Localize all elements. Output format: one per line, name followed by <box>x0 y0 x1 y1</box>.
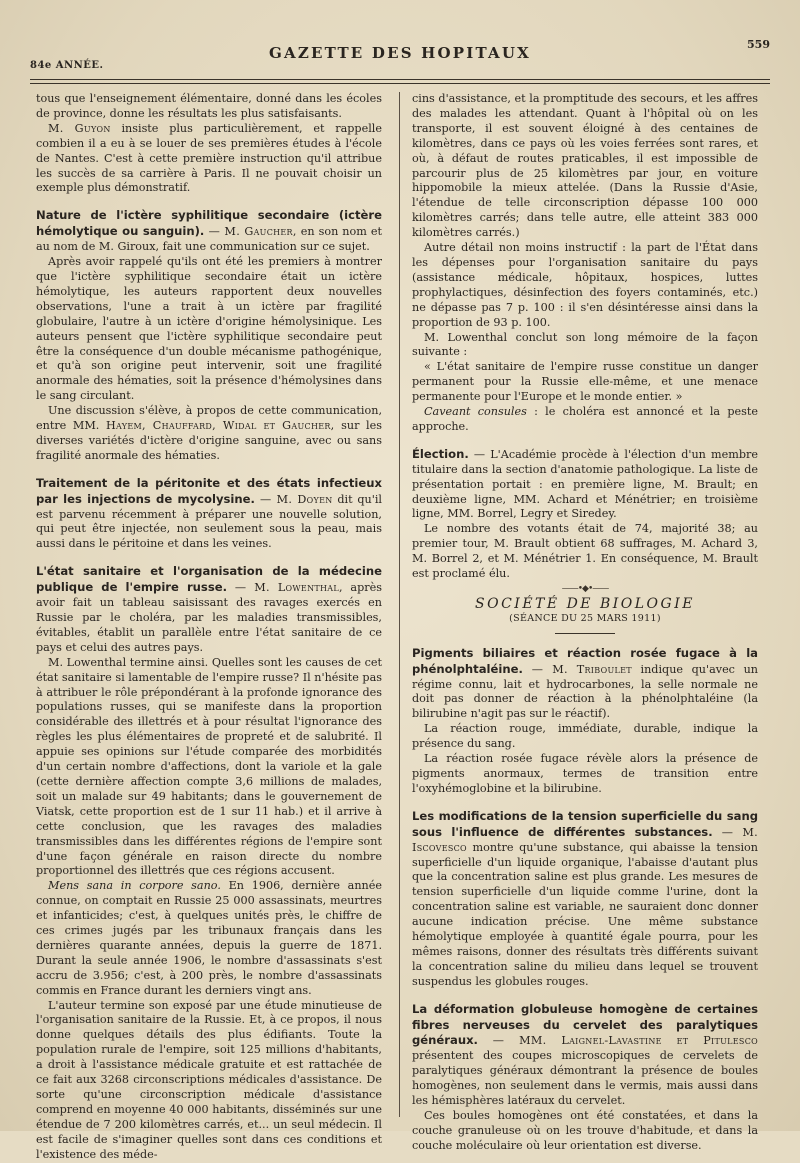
paragraph: Mens sana in corpore sano. En 1906, dernière année connue, on comptait en Russie 25 000 assassinats, meurtres et infanticides; c'est, à quelques unités près, le chiffre de ces crimes jugés par les tribunaux français dans les dernières quarante années, depuis la guerre de 1871. Durant la seule année 1906, le nombre d'assassinats s'est accru de 3.956; c'est, à 200 près, le nombre d'assassinats commis en France durant les derniers vingt ans. <box>36 879 383 997</box>
paragraph: M. Guyon insiste plus particulièrement, et rappelle combien il a eu à se louer de ses premières études à l'école de Nantes. C'est à cette première instruction qu'il attribue les succès de sa carrière à Paris. Il ne pouvait choisir un exemple plus démonstratif. <box>36 121 382 195</box>
article-heading: Nature de l'ictère syphilitique secondaire (ictère hémolytique ou sanguin). <box>36 208 382 239</box>
author-name: — M. Triboulet <box>522 662 632 676</box>
right-column <box>412 92 758 1154</box>
paragraph: M. Lowenthal termine ainsi. Quelles sont les causes de cet état sanitaire si lamentable de l'empire russe? Il n'hésite pas à attribuer le rôle prépondérant à la profonde ignorance des populations russes, qui se manifeste dans la proportion considérable des illettrés et à pour résultat l'ignorance des règles les plus élémentaires de propreté et de salubrité. Il appuie ses opinions sur l'étude comparée des morbidités d'un certain nombre d'affections, dont la variole et la gale (cette dernière affection compte 3,6 millions de malades, soit un malade sur 49 habitants; dans le gouvernement de Viatsk, cette proportion est de 1 sur 11 hab.) et il arrive à cette conclusion, que les ravages des maladies transmissibles dans les différentes régions de l'empire sont d'une façon générale en raison directe du nombre proportionnel des illettrés que ces régions accusent. <box>36 655 382 878</box>
paragraph: Ces boules homogènes ont été constatées, et dans la couche granuleuse où on les trouve d'habitude, et dans la couche moléculaire où leur orientation est diverse. <box>412 1109 758 1152</box>
paragraph: Le nombre des votants était de 74, majorité 38; au premier tour, M. Brault obtient 68 suffrages, M. Achard 3, M. Borrel 2, et M. Ménétrier 1. En conséquence, M. Brault est proclamé élu. <box>412 522 758 581</box>
article-pigments: Pigments biliaires et réaction rosée fugace à la phénolphtaléine. — M. Triboulet indique qu'avec un régime connu, lait et hydrocarbones, la selle normale ne doit pas donner de réaction à la phénolphtaléine (la bilirubine n'agit pas sur le réactif). <box>412 645 758 721</box>
header-rule-thin <box>30 83 770 84</box>
article-heading: Pigments biliaires et réaction rosée fugace à la phénolphtaléine. <box>412 645 758 676</box>
article-heading: Les modifications de la tension superficielle du sang sous l'influence de différentes substances. <box>412 808 758 839</box>
paragraph: Une discussion s'élève, à propos de cette communication, entre MM. Hayem, Chauffard, Widal et Gaucher, sur les diverses variétés d'ictère d'origine sanguine, avec ou sans fragilité anormale des hématies. <box>36 404 382 462</box>
header-rule <box>30 79 770 80</box>
author-name: — M. Lowenthal, <box>227 581 343 595</box>
article-deformation: La déformation globuleuse homogène de certaines fibres nerveuses du cervelet des paralytiques généraux. — MM. Laignel-Lavastine et Pitulesco présentent des coupes microscopiques de cervelets de paralytiques généraux démontrant la présence de boules homogènes, non seulement dans le vermis, mais aussi dans les hémisphères latéraux du cervelet. <box>412 1001 758 1108</box>
paragraph: M. Lowenthal conclut son long mémoire de la façon suivante : <box>412 330 758 359</box>
latin-quote: Mens sana in corpore sano. <box>48 879 221 893</box>
article-tension: Les modifications de la tension superficielle du sang sous l'influence de différentes substances. — M. Iscovesco montre qu'une substance, qui abaisse la tension superficielle d'un liquide organique, l'abaisse d'autant plus que la concentration saline est plus grande. Les mesures de tension superficielle d'un liquide comme l'urine, dont la concentration saline est variable, ne sauraient donc donner aucune indication précise. Une même substance hémolytique employée à quantité égale pourra, pour les mêmes raisons, donner des résultats très différents suivant la concentration saline du milieu dans lequel se trouvent suspendus les globules rouges. <box>412 808 758 988</box>
section-ornament: ——•◆•—— <box>561 584 609 594</box>
short-rule <box>555 633 615 634</box>
session-date: (SÉANCE DU 25 MARS 1911) <box>509 612 661 624</box>
article-peritonite: Traitement de la péritonite et des états infectieux par les injections de mycolysine. — M. Doyen dit qu'il est parvenu récemment à préparer une nouvelle solution, qui peut être injectée, non seulement sous la peau, mais aussi dans le péritoine et dans les veines. <box>36 475 382 551</box>
paragraph: tous que l'enseignement élémentaire, donné dans les écoles de province, donne les résultats les plus satisfaisants. <box>36 92 382 120</box>
paragraph: La réaction rosée fugace révèle alors la présence de pigments anormaux, termes de transition entre l'oxyhémoglobine et la bilirubine. <box>412 752 758 795</box>
article-heading: Traitement de la péritonite et des états infectieux par les injections de mycolysine. <box>36 475 382 506</box>
page-number: 559 <box>747 38 770 51</box>
author-name: M. Guyon <box>48 121 111 135</box>
paragraph: Caveant consules : le choléra est annoncé et la peste approche. <box>412 405 758 433</box>
article-heading: La déformation globuleuse homogène de certaines fibres nerveuses du cervelet des paralytiques généraux. <box>412 1001 758 1048</box>
author-name: — M. Gaucher, <box>204 225 297 239</box>
paragraph: Autre détail non moins instructif : la part de l'État dans les dépenses pour l'organisation sanitaire du pays (assistance médicale, hôpitaux, hospices, luttes prophylactiques, désinfection des foyers contaminés, etc.) ne dépasse pas 7 p. 100 : il s'en désintéresse ainsi dans la proportion de 93 p. 100. <box>412 241 758 329</box>
page-header <box>30 38 770 74</box>
paragraph: Après avoir rappelé qu'ils ont été les premiers à montrer que l'ictère syphilitique secondaire était un ictère hémolytique, les auteurs rapportent deux nouvelles observations, l'une a trait à un ictère par fragilité globulaire, l'autre à un ictère d'origine hémolysinique. Les auteurs pensent que l'ictère syphilitique secondaire peut être la conséquence d'un double mécanisme pathogénique, et qu'à son origine peut intervenir, soit une fragilité anormale des hématies, soit la présence d'hémolysines dans le sang circulant. <box>36 255 382 403</box>
latin-quote: Caveant consules <box>424 405 527 419</box>
author-name: — M. Iscovesco <box>412 825 758 854</box>
author-name: Hayem, Chauffard, Widal et Gaucher, <box>105 419 335 433</box>
author-name: — M. Doyen <box>254 492 333 506</box>
column-divider <box>399 92 400 1117</box>
article-heading: Élection. <box>412 446 469 461</box>
article-ictere: Nature de l'ictère syphilitique secondaire (ictère hémolytique ou sanguin). — M. Gaucher, en son nom et au nom de M. Giroux, fait une communication sur ce sujet. <box>36 208 382 254</box>
paragraph: La réaction rouge, immédiate, durable, indique la présence du sang. <box>412 722 758 751</box>
paragraph: L'auteur termine son exposé par une étude minutieuse de l'organisation sanitaire de la Russie. Et, à ce propos, il nous donne quelques détails des plus édifiants. Toute la population rurale de l'empire, soit 125 millions d'habitants, a droit à l'assistance médicale gratuite et est rattachée de ce fait aux 3268 circonscriptions médicales d'assistance. De sorte qu'une circonscription médicale d'assistance comprend en moyenne 40 000 habitants, disséminés sur une étendue de 7 200 kilomètres carrés, et... un seul médecin. Il est facile de s'imaginer quelles sont dans ces conditions et l'existence des méde- <box>36 998 382 1161</box>
article-election: Élection. — L'Académie procède à l'élection d'un membre titulaire dans la section d'anatomie pathologique. La liste de présentation portait : en première ligne, M. Brault; en deuxième ligne, MM. Achard et Ménétrier; en troisième ligne, MM. Borrel, Legry et Siredey. <box>412 446 758 521</box>
article-heading: L'état sanitaire et l'organisation de la médecine publique de l'empire russe. <box>36 564 382 595</box>
edition-label: 84e ANNÉE. <box>30 60 104 71</box>
author-name: — MM. Laignel-Lavastine et Pitulesco <box>477 1034 758 1048</box>
article-russie: L'état sanitaire et l'organisation de la médecine publique de l'empire russe. — M. Lowenthal, après avoir fait un tableau saisissant des ravages exercés en Russie par le choléra, par les maladies transmissibles, évitables, établit un parallèle entre l'état sanitaire de ce pays et celui des autres pays. <box>36 564 382 654</box>
journal-title: GAZETTE DES HOPITAUX <box>268 44 531 62</box>
paragraph: cins d'assistance, et la promptitude des secours, et les affres des malades les attendant. Quant à l'hôpital où on les transporte, il est souvent éloigné à des centaines de kilomètres, dans ce pays où les voies ferrées sont rares, et où, à défaut de routes praticables, il est impossible de parcourir plus de 25 kilomètres par jour, en voiture hippomobile la mieux attelée. (Dans la Russie d'Asie, l'étendue de telle circonscription dépasse 100 000 kilomètres carrés; dans telle autre, elle atteint 383 000 kilomètres carrés.) <box>412 92 758 240</box>
society-heading: SOCIÉTÉ DE BIOLOGIE <box>475 595 695 612</box>
quotation: « L'état sanitaire de l'empire russe constitue un danger permanent pour la Russie elle-même, et une menace permanente pour l'Europe et le monde entier. » <box>412 360 758 404</box>
left-column <box>36 92 382 1163</box>
